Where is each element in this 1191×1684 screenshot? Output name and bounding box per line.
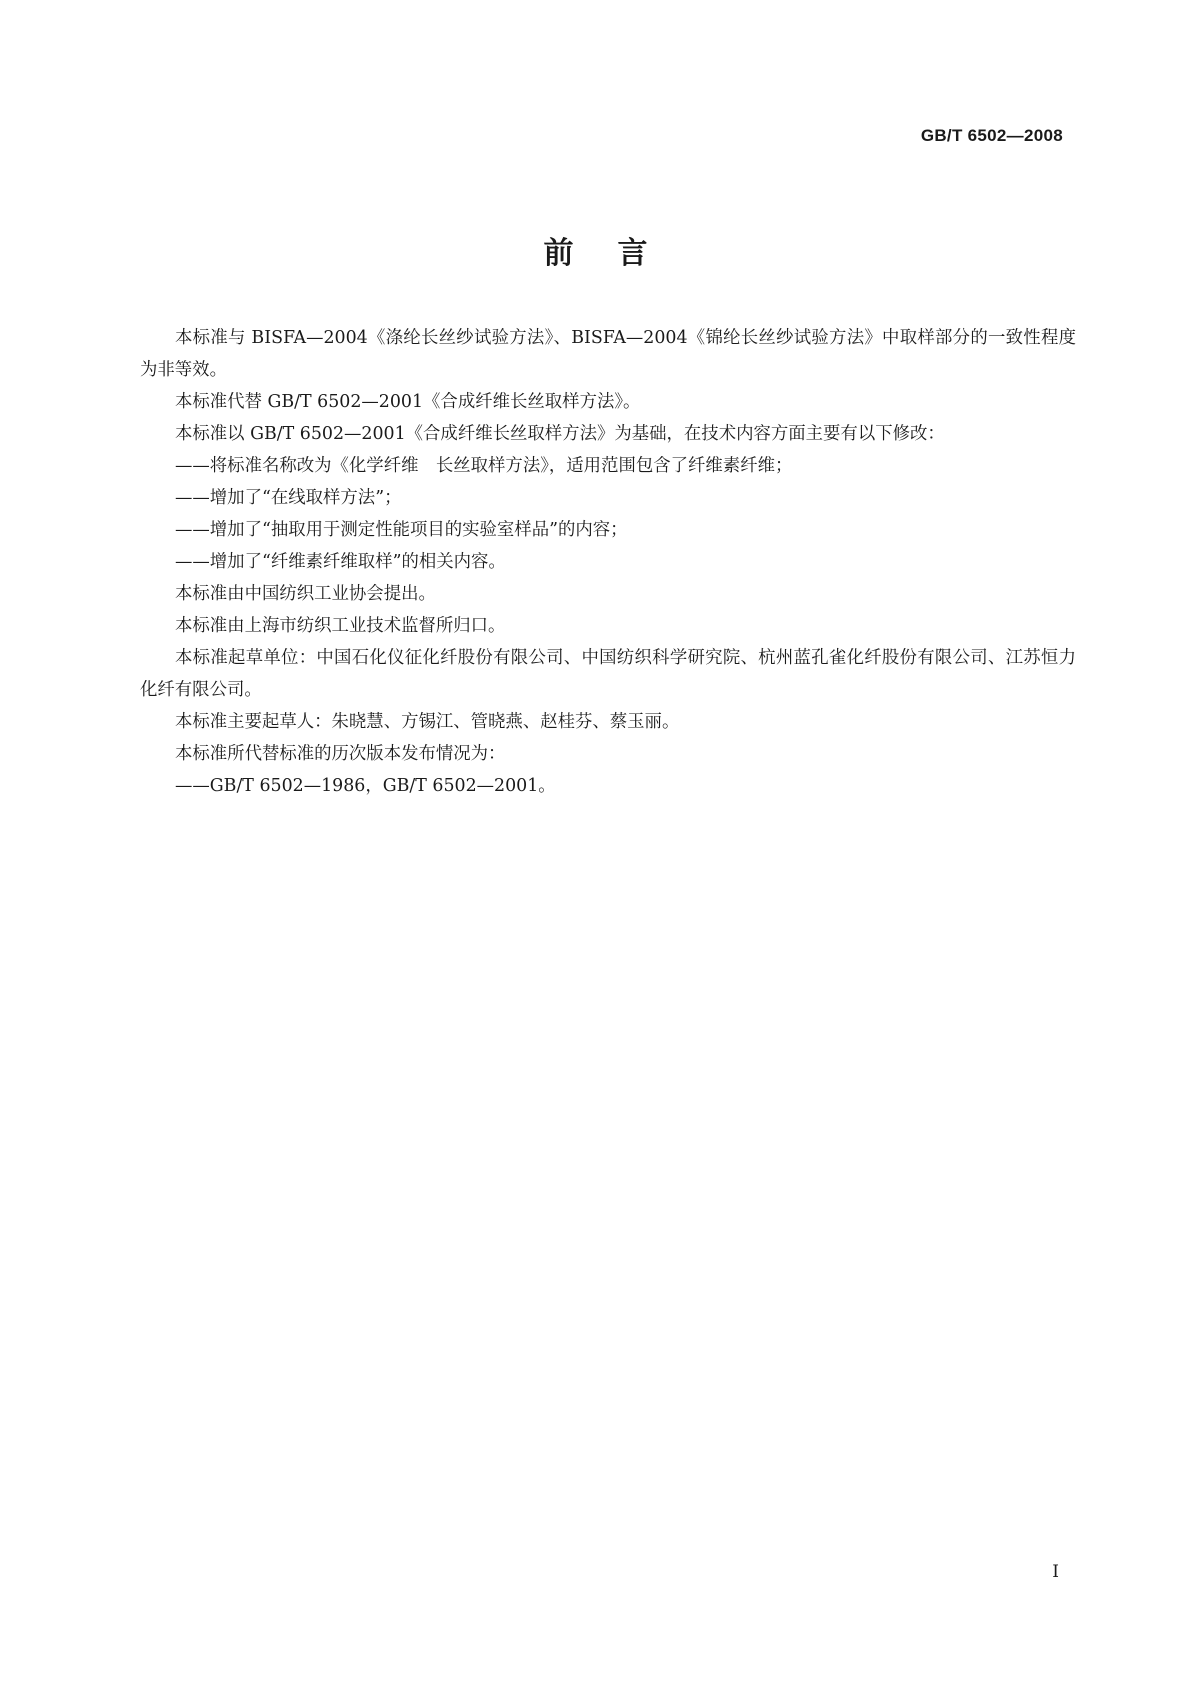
change-item-rename: ——将标准名称改为《化学纤维 长丝取样方法》，适用范围包含了纤维素纤维； <box>175 456 793 476</box>
change-item-online-sampling: ——增加了“在线取样方法”； <box>175 488 402 508</box>
previous-editions-list: ——GB/T 6502—1986，GB/T 6502—2001。 <box>175 776 556 796</box>
change-item-lab-samples: ——增加了“抽取用于测定性能项目的实验室样品”的内容； <box>175 520 628 540</box>
paragraph-centralized-by: 本标准由上海市纺织工业技术监督所归口。 <box>175 616 506 636</box>
standard-code: GB/T 6502—2008 <box>920 126 1063 145</box>
change-item-cellulose-sampling: ——增加了“纤维素纤维取样”的相关内容。 <box>175 552 506 572</box>
page-number: I <box>1052 1562 1059 1582</box>
paragraph-drafters: 本标准主要起草人：朱晓慧、方锡江、管晓燕、赵桂芬、蔡玉丽。 <box>175 712 680 732</box>
page-title: 前言 <box>543 236 692 271</box>
paragraph-replaces: 本标准代替 GB/T 6502—2001《合成纤维长丝取样方法》。 <box>175 392 641 412</box>
foreword-body <box>140 322 1076 802</box>
paragraph-drafting-units: 本标准起草单位：中国石化仪征化纤股份有限公司、中国纺织科学研究院、杭州蓝孔雀化纤股份有限公司、江苏恒力化纤有限公司。 <box>140 648 1076 700</box>
paragraph-changes-intro: 本标准以 GB/T 6502—2001《合成纤维长丝取样方法》为基础，在技术内容方面主要有以下修改： <box>175 424 945 444</box>
paragraph-previous-editions-intro: 本标准所代替标准的历次版本发布情况为： <box>175 744 506 764</box>
paragraph-proposed-by: 本标准由中国纺织工业协会提出。 <box>175 584 436 604</box>
paragraph-consistency: 本标准与 BISFA—2004《涤纶长丝纱试验方法》、BISFA—2004《锦纶长丝纱试验方法》中取样部分的一致性程度为非等效。 <box>140 328 1076 380</box>
